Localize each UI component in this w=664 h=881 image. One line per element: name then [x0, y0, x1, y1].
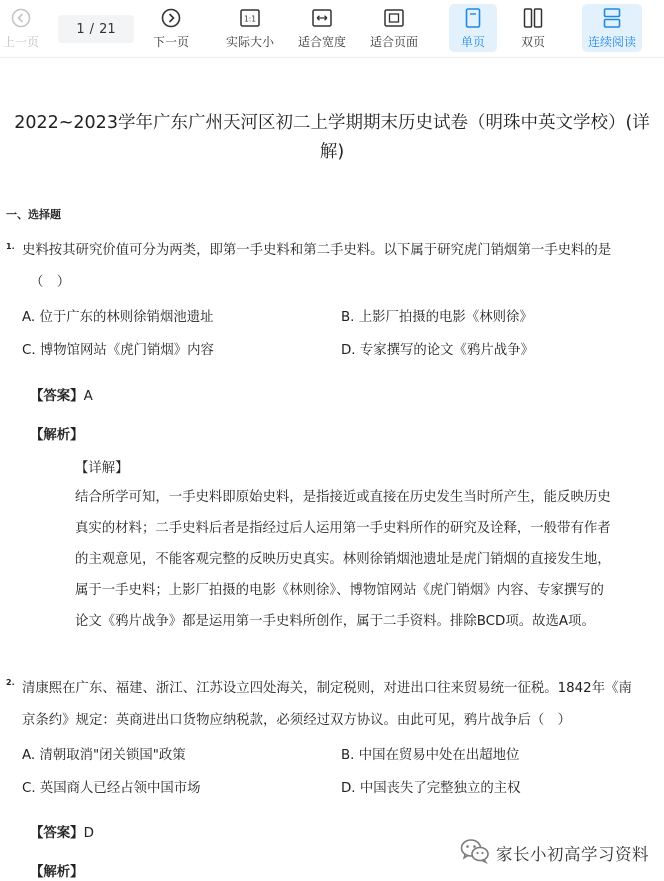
question-1-detail-label: 【详解】: [75, 461, 129, 476]
fit-page-icon: [383, 7, 405, 29]
question-2-option-b: B. 中国在贸易中处在出超地位: [341, 748, 520, 763]
question-2-option-c: C. 英国商人已经占领中国市场: [22, 781, 201, 796]
section-heading: 一、选择题: [6, 208, 61, 221]
question-1-option-d: D. 专家撰写的论文《鸦片战争》: [341, 343, 534, 358]
prev-page-button[interactable]: 上一页: [0, 4, 42, 52]
continuous-reading-icon: [601, 7, 623, 29]
question-1-stem-line1: 史料按其研究价值可分为两类，即第一手史料和第二手史料。以下属于研究虎门销烟第一手史料的是: [22, 243, 612, 258]
wechat-icon: [460, 838, 490, 868]
question-2-stem-line2: 京条约》规定：英商进出口货物应纳税款，必须经过双方协议。由此可见，鸦片战争后（ ）: [22, 713, 572, 728]
detail-line: 论文《鸦片战争》都是运用第一手史料所创作，属于二手资料。排除BCD项。故选A项。: [75, 614, 595, 629]
question-1-option-a: A. 位于广东的林则徐销烟池遗址: [22, 310, 214, 325]
question-2-number: 2.: [6, 678, 15, 687]
next-page-button[interactable]: 下一页: [148, 4, 194, 52]
reader-toolbar: [0, 0, 664, 58]
document-title: 2022~2023学年广东广州天河区初二上学期期末历史试卷（明珠中英文学校）(详 解): [14, 113, 650, 162]
detail-line: 属于一手史料；上影厂拍摄的电影《林则徐》、博物馆网站《虎门销烟》内容、专家撰写的: [75, 583, 604, 598]
question-2-analysis-label: 【解析】: [30, 865, 84, 880]
question-2-option-d: D. 中国丧失了完整独立的主权: [341, 781, 521, 796]
question-1-number: 1.: [6, 242, 15, 251]
page-number-input[interactable]: [58, 15, 134, 43]
question-1-option-b: B. 上影厂拍摄的电影《林则徐》: [341, 310, 533, 325]
detail-line: 真实的材料；二手史料后者是指经过后人运用第一手史料所作的研究及诠释，一般带有作者: [75, 521, 611, 536]
fit-width-icon: [311, 7, 333, 29]
page-separator: /: [89, 21, 95, 37]
question-1-answer: 【答案】A: [30, 389, 93, 404]
double-page-button[interactable]: 双页: [510, 4, 556, 52]
detail-line: 的主观意见，不能客观完整的反映历史真实。林则徐销烟池遗址是虎门销烟的直接发生地，: [75, 552, 611, 567]
wechat-watermark: [460, 836, 649, 870]
document-page: [0, 58, 664, 881]
actual-size-icon: [239, 7, 261, 29]
chevron-right-icon: [160, 7, 182, 29]
question-2-answer: 【答案】D: [30, 826, 94, 841]
detail-line: 结合所学可知，一手史料即原始史料，是指接近或直接在历史发生当时所产生，能反映历史: [75, 490, 611, 505]
question-1-stem-line2: （ ）: [30, 275, 71, 290]
question-2-option-a: A. 清朝取消"闭关锁国"政策: [22, 748, 186, 763]
continuous-reading-button[interactable]: 连续阅读: [582, 4, 642, 52]
single-page-icon: [462, 7, 484, 29]
double-page-icon: [522, 7, 544, 29]
question-1-detail-text: [75, 482, 650, 637]
question-2-stem-line1: 清康熙在广东、福建、浙江、江苏设立四处海关，制定税则，对进出口往来贸易统一征税。1842年《南: [22, 681, 632, 696]
single-page-button[interactable]: 单页: [449, 4, 497, 52]
fit-page-button[interactable]: 适合页面: [366, 4, 422, 52]
fit-width-button[interactable]: 适合宽度: [294, 4, 350, 52]
question-1-analysis-label: 【解析】: [30, 428, 84, 443]
svg-text:1:1: 1:1: [243, 14, 257, 24]
watermark-text: 家长小初高学习资料: [496, 845, 649, 864]
total-pages: 21: [99, 21, 116, 37]
question-1-option-c: C. 博物馆网站《虎门销烟》内容: [22, 343, 214, 358]
chevron-left-icon: [10, 7, 32, 29]
actual-size-button[interactable]: 1:1 实际大小: [222, 4, 278, 52]
current-page: 1: [76, 21, 85, 37]
